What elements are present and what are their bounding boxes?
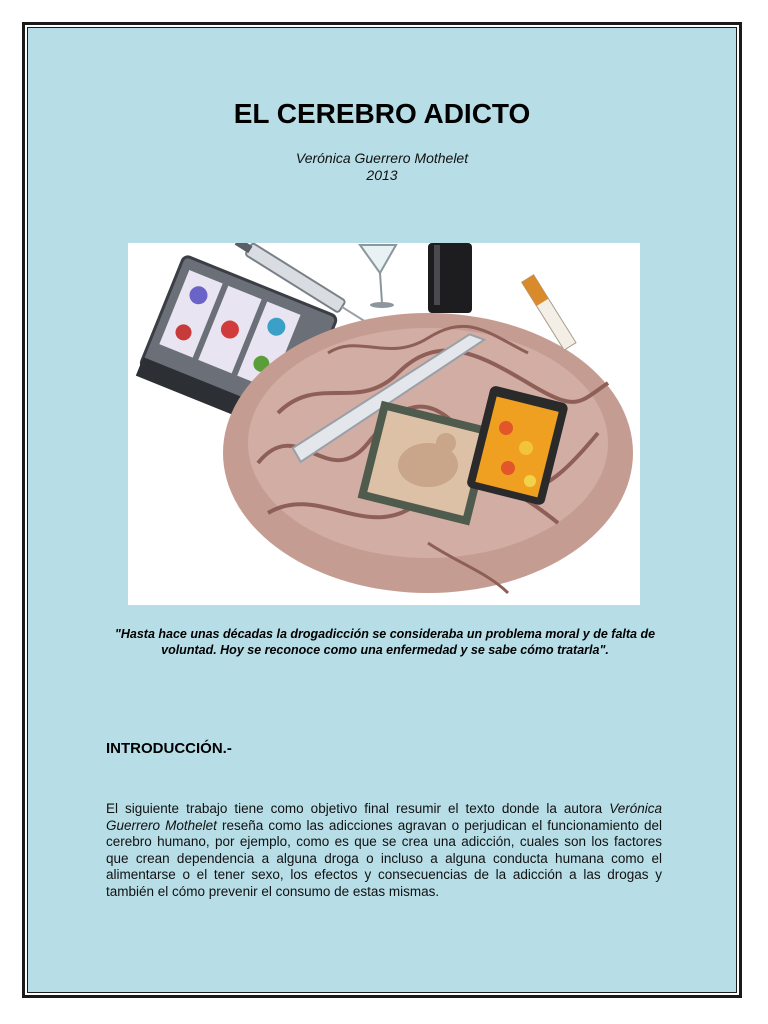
introduction-paragraph bbox=[106, 801, 662, 900]
document-page bbox=[22, 22, 742, 998]
brain-icon bbox=[128, 243, 640, 605]
publication-year: 2013 bbox=[366, 167, 398, 183]
bottle-icon bbox=[428, 243, 472, 313]
page-content bbox=[27, 27, 737, 993]
highlight-quote: "Hasta hace unas décadas la drogadicción se consideraba un problema moral y de falta de voluntad. Hoy se reconoce como una enfermedad y se sabe cómo tratarla". bbox=[114, 627, 656, 657]
section-heading-introduccion: INTRODUCCIÓN.- bbox=[106, 740, 232, 757]
author-block bbox=[28, 150, 736, 184]
author-name: Verónica Guerrero Mothelet bbox=[295, 150, 469, 166]
cover-illustration bbox=[128, 243, 640, 605]
intro-text-part2: reseña como las adicciones agravan o perjudican el funcionamiento del cerebro humano, por ejemplo, como es que se crea una adicción, cuales son los factores que crean dependencia a alguna droga o incluso a alguna conducta humana como el alimentarse o el tener sexo, los efectos y consecuencias de la adicción a las drogas y también el cómo prevenir el consumo de estas mismas. bbox=[106, 817, 662, 899]
intro-text-part1: El siguiente trabajo tiene como objetivo final resumir el texto donde la autora bbox=[106, 801, 610, 816]
cocktail-glass-icon bbox=[360, 245, 396, 308]
document-title: EL CEREBRO ADICTO bbox=[233, 98, 531, 129]
intro-author-reference: Verónica Guerrero Mothelet bbox=[106, 801, 662, 833]
